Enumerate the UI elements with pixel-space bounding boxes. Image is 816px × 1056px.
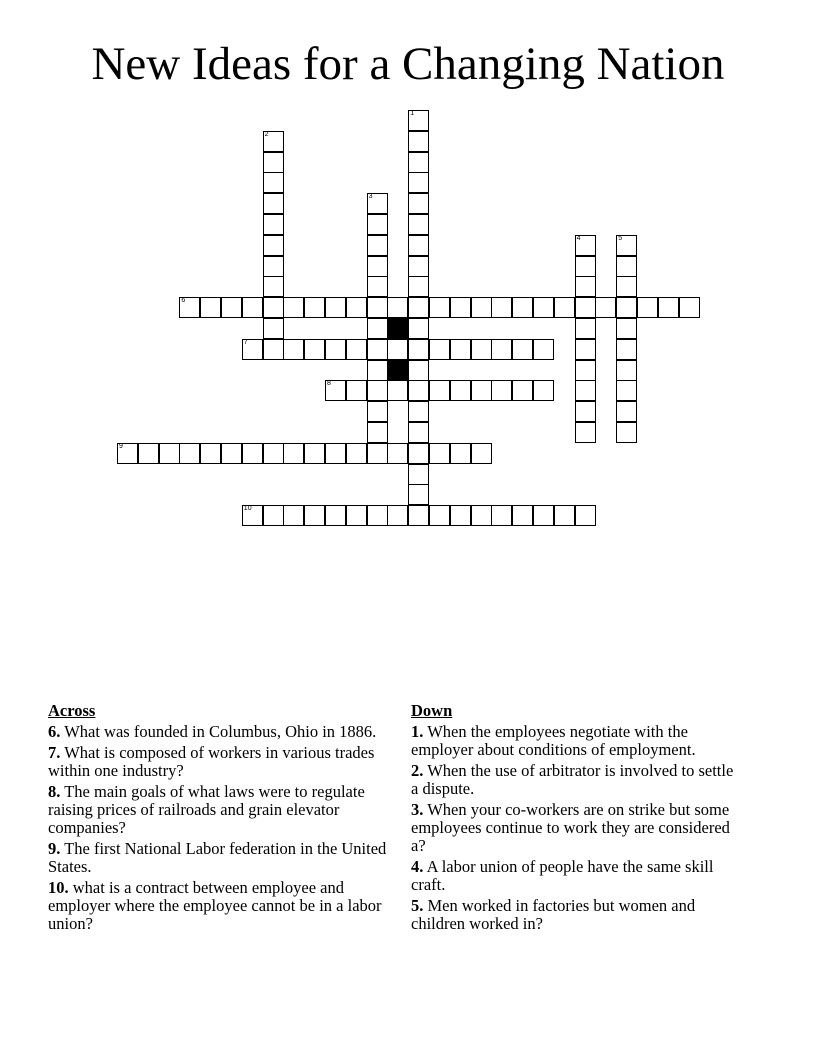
grid-cell[interactable] bbox=[616, 401, 637, 422]
grid-cell[interactable] bbox=[263, 318, 284, 339]
clue-number-label: 2 bbox=[264, 130, 269, 138]
grid-cell[interactable] bbox=[575, 505, 596, 526]
clue-across-7 bbox=[48, 744, 388, 780]
grid-cell[interactable] bbox=[450, 443, 471, 464]
clue-number: 8. bbox=[48, 782, 61, 801]
grid-cell[interactable] bbox=[408, 401, 429, 422]
grid-cell[interactable] bbox=[387, 297, 408, 318]
grid-cell[interactable] bbox=[450, 505, 471, 526]
grid-cell[interactable] bbox=[221, 443, 242, 464]
grid-cell[interactable] bbox=[408, 110, 429, 131]
grid-cell[interactable] bbox=[325, 297, 346, 318]
grid-cell[interactable] bbox=[117, 443, 138, 464]
grid-cell[interactable] bbox=[263, 505, 284, 526]
grid-cell[interactable] bbox=[387, 380, 408, 401]
grid-cell[interactable] bbox=[450, 297, 471, 318]
grid-cell[interactable] bbox=[346, 297, 367, 318]
grid-cell[interactable] bbox=[429, 339, 450, 360]
grid-cell[interactable] bbox=[491, 380, 512, 401]
grid-cell[interactable] bbox=[575, 318, 596, 339]
grid-cell[interactable] bbox=[658, 297, 679, 318]
clue-down-3 bbox=[411, 801, 741, 855]
grid-cell[interactable] bbox=[575, 401, 596, 422]
grid-cell[interactable] bbox=[408, 443, 429, 464]
grid-cell[interactable] bbox=[408, 276, 429, 297]
clue-number-label: 7 bbox=[243, 338, 248, 346]
grid-cell[interactable] bbox=[512, 505, 533, 526]
clue-text: what is a contract between employee and employer where the employee cannot be in a labor union? bbox=[48, 878, 382, 933]
grid-cell[interactable] bbox=[346, 443, 367, 464]
grid-cell[interactable] bbox=[408, 484, 429, 505]
grid-cell[interactable] bbox=[367, 256, 388, 277]
down-clues bbox=[411, 702, 741, 936]
grid-cell[interactable] bbox=[616, 360, 637, 381]
clue-number: 9. bbox=[48, 839, 61, 858]
grid-cell[interactable] bbox=[263, 193, 284, 214]
across-heading: Across bbox=[48, 701, 96, 720]
grid-cell[interactable] bbox=[575, 380, 596, 401]
grid-cell[interactable] bbox=[367, 297, 388, 318]
grid-cell[interactable] bbox=[263, 256, 284, 277]
grid-cell[interactable] bbox=[491, 505, 512, 526]
grid-cell[interactable] bbox=[429, 380, 450, 401]
clue-number: 6. bbox=[48, 722, 61, 741]
grid-cell[interactable] bbox=[554, 505, 575, 526]
grid-cell[interactable] bbox=[471, 505, 492, 526]
clue-down-1 bbox=[411, 723, 741, 759]
grid-cell[interactable] bbox=[408, 193, 429, 214]
clue-down-2 bbox=[411, 762, 741, 798]
grid-cell[interactable] bbox=[429, 297, 450, 318]
grid-cell[interactable] bbox=[304, 505, 325, 526]
black-cell bbox=[387, 318, 408, 339]
clue-text: When your co-workers are on strike but some employees continue to work they are considered a? bbox=[411, 800, 730, 855]
grid-cell[interactable] bbox=[575, 276, 596, 297]
across-clues bbox=[48, 702, 388, 936]
grid-cell[interactable] bbox=[367, 318, 388, 339]
grid-cell[interactable] bbox=[263, 276, 284, 297]
grid-cell[interactable] bbox=[346, 380, 367, 401]
grid-cell[interactable] bbox=[263, 339, 284, 360]
grid-cell[interactable] bbox=[616, 297, 637, 318]
clue-number-label: 3 bbox=[368, 193, 373, 201]
grid-cell[interactable] bbox=[512, 380, 533, 401]
clue-number: 3. bbox=[411, 800, 424, 819]
grid-cell[interactable] bbox=[408, 152, 429, 173]
grid-cell[interactable] bbox=[575, 235, 596, 256]
grid-cell[interactable] bbox=[387, 339, 408, 360]
clue-text: The main goals of what laws were to regulate raising prices of railroads and grain elevator companies? bbox=[48, 782, 365, 837]
grid-cell[interactable] bbox=[263, 214, 284, 235]
grid-cell[interactable] bbox=[242, 339, 263, 360]
grid-cell[interactable] bbox=[179, 443, 200, 464]
clue-number: 5. bbox=[411, 896, 424, 915]
clue-text: What is composed of workers in various trades within one industry? bbox=[48, 743, 375, 780]
grid-cell[interactable] bbox=[616, 422, 637, 443]
grid-cell[interactable] bbox=[325, 339, 346, 360]
grid-cell[interactable] bbox=[637, 297, 658, 318]
grid-cell[interactable] bbox=[283, 339, 304, 360]
grid-cell[interactable] bbox=[367, 505, 388, 526]
grid-cell[interactable] bbox=[200, 297, 221, 318]
clue-down-4 bbox=[411, 858, 741, 894]
grid-cell[interactable] bbox=[283, 505, 304, 526]
grid-cell[interactable] bbox=[471, 380, 492, 401]
grid-cell[interactable] bbox=[367, 235, 388, 256]
clue-across-8 bbox=[48, 783, 388, 837]
grid-cell[interactable] bbox=[408, 422, 429, 443]
clue-text: Men worked in factories but women and children worked in? bbox=[411, 896, 696, 933]
grid-cell[interactable] bbox=[533, 297, 554, 318]
grid-cell[interactable] bbox=[263, 152, 284, 173]
grid-cell[interactable] bbox=[408, 235, 429, 256]
clue-number-label: 6 bbox=[181, 297, 186, 305]
clue-across-9 bbox=[48, 840, 388, 876]
grid-cell[interactable] bbox=[491, 297, 512, 318]
grid-cell[interactable] bbox=[367, 214, 388, 235]
grid-cell[interactable] bbox=[491, 339, 512, 360]
grid-cell[interactable] bbox=[367, 360, 388, 381]
grid-cell[interactable] bbox=[616, 380, 637, 401]
grid-cell[interactable] bbox=[367, 380, 388, 401]
grid-cell[interactable] bbox=[575, 339, 596, 360]
clue-number-label: 1 bbox=[410, 110, 415, 117]
grid-cell[interactable] bbox=[408, 464, 429, 485]
clue-number: 2. bbox=[411, 761, 424, 780]
grid-cell[interactable] bbox=[346, 505, 367, 526]
grid-cell[interactable] bbox=[575, 297, 596, 318]
grid-cell[interactable] bbox=[533, 505, 554, 526]
grid-cell[interactable] bbox=[408, 297, 429, 318]
grid-cell[interactable] bbox=[367, 193, 388, 214]
grid-cell[interactable] bbox=[554, 297, 575, 318]
grid-cell[interactable] bbox=[159, 443, 180, 464]
grid-cell[interactable] bbox=[325, 505, 346, 526]
clue-text: The first National Labor federation in the United States. bbox=[48, 839, 387, 876]
grid-cell[interactable] bbox=[512, 339, 533, 360]
grid-cell[interactable] bbox=[595, 297, 616, 318]
grid-cell[interactable] bbox=[242, 297, 263, 318]
grid-cell[interactable] bbox=[679, 297, 700, 318]
clue-text: What was founded in Columbus, Ohio in 1886. bbox=[64, 722, 377, 741]
grid-cell[interactable] bbox=[263, 172, 284, 193]
grid-cell[interactable] bbox=[200, 443, 221, 464]
grid-cell[interactable] bbox=[575, 422, 596, 443]
grid-cell[interactable] bbox=[304, 297, 325, 318]
page-title: New Ideas for a Changing Nation bbox=[91, 38, 725, 90]
clue-number-label: 10 bbox=[243, 505, 252, 513]
grid-cell[interactable] bbox=[179, 297, 200, 318]
clue-down-5 bbox=[411, 897, 741, 933]
grid-cell[interactable] bbox=[263, 443, 284, 464]
grid-cell[interactable] bbox=[429, 505, 450, 526]
grid-cell[interactable] bbox=[408, 380, 429, 401]
clue-number: 10. bbox=[48, 878, 69, 897]
grid-cell[interactable] bbox=[221, 297, 242, 318]
grid-cell[interactable] bbox=[616, 256, 637, 277]
grid-cell[interactable] bbox=[575, 360, 596, 381]
grid-cell[interactable] bbox=[408, 214, 429, 235]
grid-cell[interactable] bbox=[242, 505, 263, 526]
grid-cell[interactable] bbox=[367, 422, 388, 443]
grid-cell[interactable] bbox=[242, 443, 263, 464]
grid-cell[interactable] bbox=[575, 256, 596, 277]
grid-cell[interactable] bbox=[325, 380, 346, 401]
grid-cell[interactable] bbox=[471, 297, 492, 318]
grid-cell[interactable] bbox=[263, 131, 284, 152]
grid-cell[interactable] bbox=[616, 339, 637, 360]
grid-cell[interactable] bbox=[304, 443, 325, 464]
grid-cell[interactable] bbox=[533, 380, 554, 401]
clue-number: 1. bbox=[411, 722, 424, 741]
grid-cell[interactable] bbox=[408, 172, 429, 193]
down-heading: Down bbox=[411, 701, 453, 720]
grid-cell[interactable] bbox=[471, 339, 492, 360]
grid-cell[interactable] bbox=[283, 443, 304, 464]
grid-cell[interactable] bbox=[408, 505, 429, 526]
clue-across-10 bbox=[48, 879, 388, 933]
grid-cell[interactable] bbox=[512, 297, 533, 318]
clue-number: 4. bbox=[411, 857, 424, 876]
grid-cell[interactable] bbox=[408, 318, 429, 339]
grid-cell[interactable] bbox=[387, 443, 408, 464]
grid-cell[interactable] bbox=[408, 339, 429, 360]
grid-cell[interactable] bbox=[450, 380, 471, 401]
grid-cell[interactable] bbox=[367, 339, 388, 360]
grid-cell[interactable] bbox=[367, 443, 388, 464]
clue-number-label: 9 bbox=[119, 442, 123, 450]
grid-cell[interactable] bbox=[616, 235, 637, 256]
clue-text: When the use of arbitrator is involved to settle a dispute. bbox=[411, 761, 734, 798]
clue-text: A labor union of people have the same skill craft. bbox=[411, 857, 714, 894]
grid-cell[interactable] bbox=[471, 443, 492, 464]
grid-cell[interactable] bbox=[346, 339, 367, 360]
grid-cell[interactable] bbox=[408, 256, 429, 277]
grid-cell[interactable] bbox=[283, 297, 304, 318]
black-cell bbox=[387, 360, 408, 381]
grid-cell[interactable] bbox=[263, 297, 284, 318]
grid-cell[interactable] bbox=[304, 339, 325, 360]
grid-cell[interactable] bbox=[367, 401, 388, 422]
grid-cell[interactable] bbox=[263, 235, 284, 256]
grid-cell[interactable] bbox=[408, 360, 429, 381]
grid-cell[interactable] bbox=[616, 318, 637, 339]
clue-text: When the employees negotiate with the employer about conditions of employment. bbox=[411, 722, 696, 759]
grid-cell[interactable] bbox=[138, 443, 159, 464]
clue-number-label: 8 bbox=[327, 380, 331, 388]
grid-cell[interactable] bbox=[325, 443, 346, 464]
clue-number: 7. bbox=[48, 743, 61, 762]
grid-cell[interactable] bbox=[533, 339, 554, 360]
grid-cell[interactable] bbox=[429, 443, 450, 464]
clue-number-label: 5 bbox=[618, 234, 623, 242]
grid-cell[interactable] bbox=[450, 339, 471, 360]
grid-cell[interactable] bbox=[408, 131, 429, 152]
clue-across-6 bbox=[48, 723, 388, 741]
grid-cell[interactable] bbox=[616, 276, 637, 297]
grid-cell[interactable] bbox=[367, 276, 388, 297]
clue-number-label: 4 bbox=[576, 234, 581, 242]
grid-cell[interactable] bbox=[387, 505, 408, 526]
